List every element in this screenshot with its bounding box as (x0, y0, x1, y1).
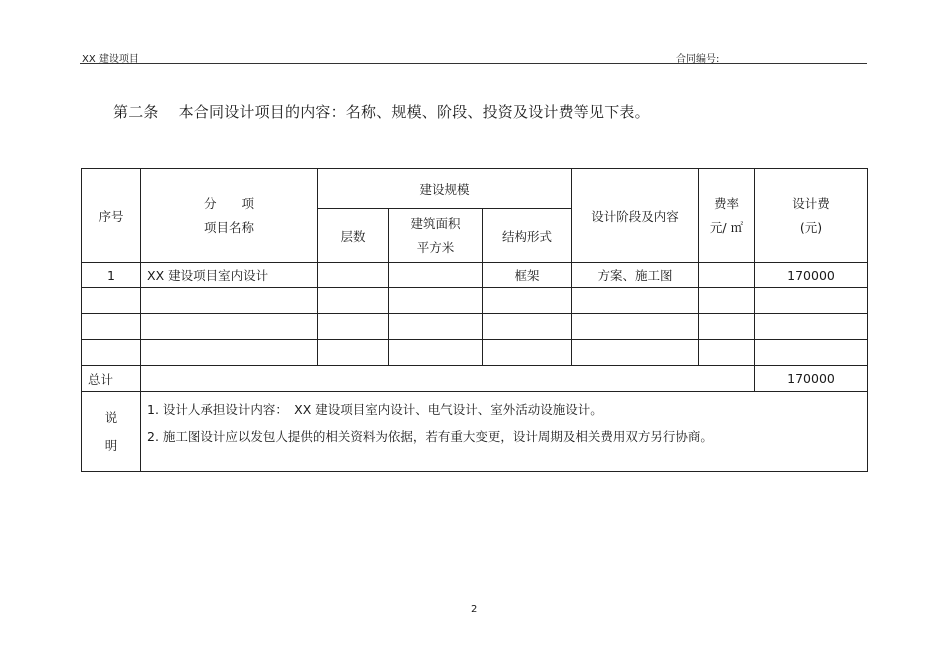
table-row (82, 340, 868, 366)
header-structure: 结构形式 (483, 209, 572, 263)
cell-fee (755, 288, 868, 314)
total-label: 总计 (82, 366, 141, 392)
header-item-line1: 分 项 (203, 195, 254, 211)
total-empty (141, 366, 755, 392)
cell-name (141, 288, 318, 314)
header-area-line2: 平方米 (416, 239, 455, 255)
page-number: 2 (471, 604, 478, 615)
header-rate-line2: 元/ ㎡ (709, 219, 744, 235)
notes-content (141, 392, 868, 472)
cell-floors (318, 288, 389, 314)
note-1: 1. 设计人承担设计内容： XX 建设项目室内设计、电气设计、室外活动设施设计。 (147, 402, 603, 417)
header-fee-line1: 设计费 (792, 195, 830, 211)
header-rate (699, 169, 755, 263)
cell-name (141, 314, 318, 340)
cell-fee (755, 340, 868, 366)
cell-seq (82, 314, 141, 340)
clause-text: 本合同设计项目的内容：名称、规模、阶段、投资及设计费等见下表。 (178, 103, 650, 121)
total-value: 170000 (755, 366, 868, 392)
cell-structure (483, 314, 572, 340)
cell-area (389, 263, 483, 288)
table-row (82, 263, 868, 288)
notes-label-1: 说 (104, 409, 118, 425)
cell-rate (699, 314, 755, 340)
cell-structure (483, 288, 572, 314)
clause-number: 第二条 (113, 103, 159, 121)
cell-fee: 170000 (755, 263, 868, 288)
note-2: 2. 施工图设计应以发包人提供的相关资料为依据，若有重大变更，设计周期及相关费用双方另行协商。 (147, 429, 713, 444)
cell-area (389, 340, 483, 366)
header-fee-line2: (元) (799, 219, 823, 235)
header-seq: 序号 (82, 169, 141, 263)
notes-label (82, 392, 141, 472)
cell-floors (318, 340, 389, 366)
header-scale: 建设规模 (318, 169, 572, 209)
header-floors: 层数 (318, 209, 389, 263)
cell-rate (699, 288, 755, 314)
header-project-name: XX 建设项目 (82, 54, 139, 65)
cell-name: XX 建设项目室内设计 (141, 263, 318, 288)
design-fee-table (81, 168, 868, 472)
notes-row (82, 392, 868, 472)
cell-seq: 1 (82, 263, 141, 288)
header-area (389, 209, 483, 263)
header-item-line2: 项目名称 (203, 219, 254, 235)
cell-rate (699, 340, 755, 366)
cell-stage (572, 288, 699, 314)
notes-label-2: 明 (104, 437, 118, 453)
header-area-line1: 建筑面积 (410, 215, 461, 231)
cell-area (389, 314, 483, 340)
cell-area (389, 288, 483, 314)
cell-floors (318, 263, 389, 288)
table-row (82, 314, 868, 340)
cell-stage (572, 340, 699, 366)
cell-name (141, 340, 318, 366)
header-contract-number: 合同编号: (676, 54, 720, 65)
cell-floors (318, 314, 389, 340)
cell-structure (483, 340, 572, 366)
cell-rate (699, 263, 755, 288)
table-row (82, 288, 868, 314)
cell-seq (82, 288, 141, 314)
cell-seq (82, 340, 141, 366)
total-row (82, 366, 868, 392)
cell-structure: 框架 (483, 263, 572, 288)
header-divider (80, 63, 867, 64)
header-rate-line1: 费率 (714, 195, 740, 211)
header-stage: 设计阶段及内容 (572, 169, 699, 263)
cell-stage: 方案、施工图 (572, 263, 699, 288)
cell-stage (572, 314, 699, 340)
cell-fee (755, 314, 868, 340)
header-fee (755, 169, 868, 263)
header-item (141, 169, 318, 263)
clause-heading (113, 101, 650, 122)
